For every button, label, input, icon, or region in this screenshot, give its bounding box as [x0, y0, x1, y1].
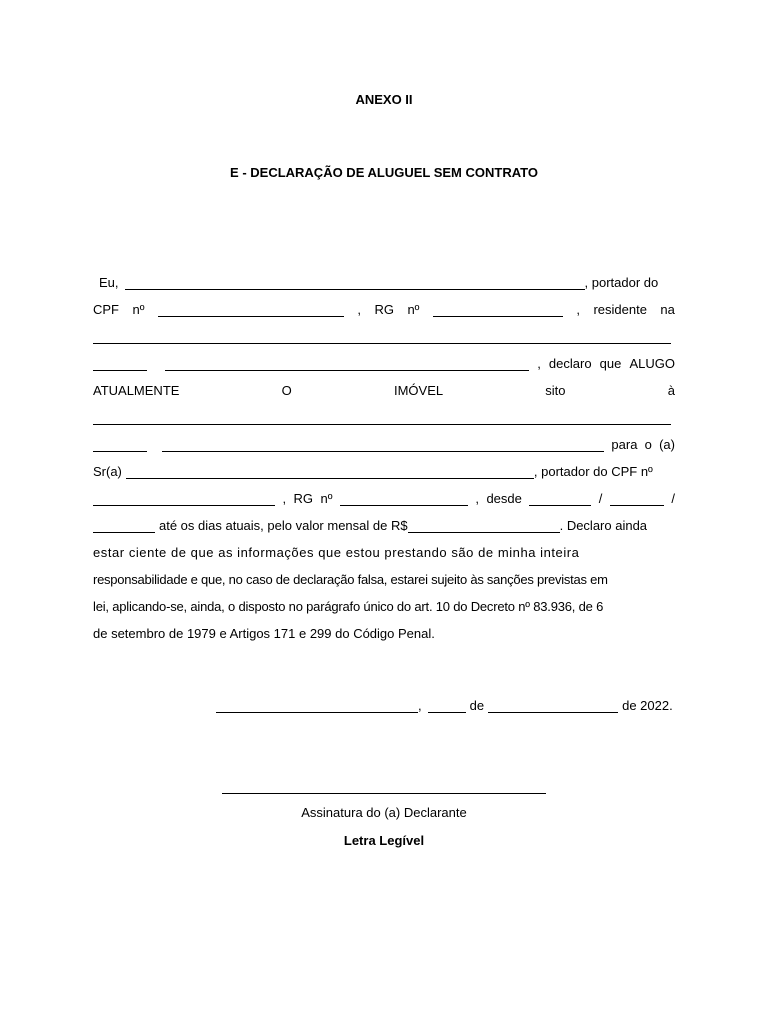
text-que: que	[599, 356, 622, 371]
property-blank-2	[93, 437, 147, 452]
text-ate-valor: até os dias atuais, pelo valor mensal de R$	[159, 518, 408, 533]
text-line-13: lei, aplicando-se, ainda, o disposto no parágrafo único do art. 10 do Decreto nº 83.936, de 6	[93, 599, 604, 614]
text-a: à	[667, 383, 675, 398]
name-blank	[125, 275, 585, 290]
annex-heading: ANEXO II	[355, 92, 413, 107]
text-para: para	[611, 437, 638, 452]
month-blank	[488, 698, 618, 713]
text-sito: sito	[545, 383, 566, 398]
text-n: nº	[407, 302, 420, 317]
text-sra: Sr(a)	[93, 464, 122, 479]
text-rg: RG	[374, 302, 394, 317]
day-blank	[428, 698, 466, 713]
text-na: na	[660, 302, 675, 317]
signature-line	[222, 793, 546, 794]
text-slash: /	[671, 491, 675, 506]
text-comma: ,	[475, 491, 479, 506]
text-cpf: CPF	[93, 302, 119, 317]
text-declaro-ainda: . Declaro ainda	[559, 518, 648, 533]
text-o: O	[281, 383, 292, 398]
document-title: E - DECLARAÇÃO DE ALUGUEL SEM CONTRATO	[230, 165, 538, 180]
declaration-line-9	[93, 479, 675, 506]
text-residente: residente	[593, 302, 647, 317]
text-line-12: responsabilidade e que, no caso de declaração falsa, estarei sujeito às sanções previstas em	[93, 572, 608, 587]
text-portador-cpf: , portador do CPF nº	[533, 464, 653, 479]
text-de: de	[469, 698, 485, 713]
text-comma: ,	[357, 302, 362, 317]
address-blank-3	[165, 356, 529, 371]
since-month-blank	[610, 491, 664, 506]
text-n: nº	[132, 302, 145, 317]
text-imovel: IMÓVEL	[393, 383, 444, 398]
declaration-line-5	[93, 371, 675, 398]
landlord-name-blank	[126, 464, 534, 479]
text-comma: ,	[576, 302, 580, 317]
text-desde: desde	[486, 491, 522, 506]
declaration-line-8	[93, 452, 675, 479]
declaration-line-1	[93, 263, 675, 290]
text-declaro: declaro	[548, 356, 592, 371]
declaration-line-11	[93, 533, 675, 560]
text-alugo: ALUGO	[629, 356, 675, 371]
text-comma: ,	[537, 356, 541, 371]
signature-label: Assinatura do (a) Declarante	[301, 805, 467, 820]
legible-label: Letra Legível	[343, 833, 425, 848]
declaration-line-2	[93, 290, 675, 317]
cpf-blank	[158, 302, 344, 317]
text-line-14: de setembro de 1979 e Artigos 171 e 299 do Código Penal.	[93, 626, 435, 641]
text-portador: , portador do	[584, 275, 659, 290]
text-comma: ,	[418, 698, 422, 713]
declaration-line-4	[93, 344, 675, 371]
text-line-11: estar ciente de que as informações que estou prestando são de minha inteira	[93, 545, 580, 560]
text-atualmente: ATUALMENTE	[93, 383, 180, 398]
text-a-paren: (a)	[659, 437, 675, 452]
rg-blank	[433, 302, 563, 317]
property-blank-1	[93, 410, 671, 425]
declaration-line-10	[93, 506, 675, 533]
declaration-line-3	[93, 317, 675, 344]
text-comma: ,	[282, 491, 287, 506]
since-year-blank	[93, 518, 155, 533]
text-slash: /	[598, 491, 603, 506]
declaration-line-6	[93, 398, 675, 425]
since-day-blank	[529, 491, 591, 506]
declaration-line-14	[93, 614, 675, 641]
landlord-rg-blank	[340, 491, 468, 506]
landlord-cpf-blank	[93, 491, 275, 506]
declaration-line-12	[93, 560, 675, 587]
date-line	[216, 698, 676, 713]
text-rg: RG	[293, 491, 314, 506]
address-blank-1	[93, 329, 671, 344]
text-de-2022: de 2022.	[622, 698, 673, 713]
address-blank-2	[93, 356, 147, 371]
declaration-line-13	[93, 587, 675, 614]
property-blank-3	[162, 437, 604, 452]
rent-value-blank	[408, 518, 560, 533]
text-eu: Eu,	[99, 275, 119, 290]
city-blank	[216, 698, 418, 713]
text-o: o	[644, 437, 652, 452]
text-n: nº	[320, 491, 333, 506]
declaration-line-7	[93, 425, 675, 452]
